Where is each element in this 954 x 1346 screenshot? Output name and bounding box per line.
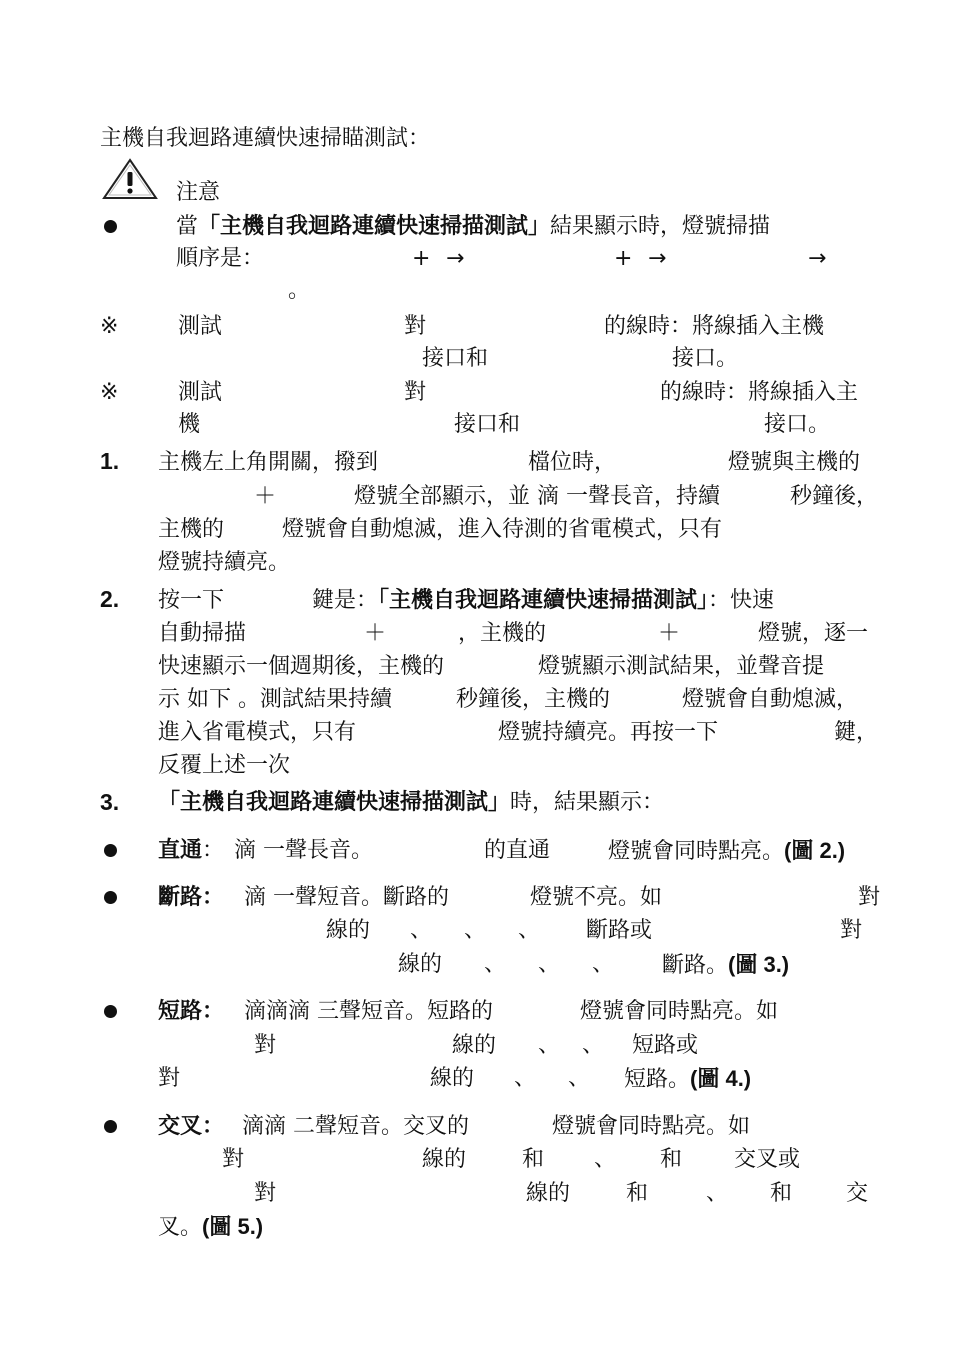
result-text: 對 <box>254 1033 277 1058</box>
result-text: 、 <box>538 1033 561 1058</box>
result-text: 斷路。(圖 3.) <box>662 952 790 978</box>
result-text: 交叉或 <box>734 1147 801 1172</box>
result-text: 燈號會同時點亮。(圖 2.) <box>608 838 846 864</box>
result-text: 對 <box>840 918 863 943</box>
result-text: 叉。(圖 5.) <box>158 1214 264 1240</box>
result-label: 短路： <box>158 999 225 1024</box>
result-text: 、 <box>538 952 561 977</box>
refnote-text: 接口和 <box>454 412 521 437</box>
result-text: 、 <box>514 1066 537 1091</box>
step1-text: 燈號與主機的 <box>728 450 861 475</box>
result-text: 、 <box>568 1066 591 1091</box>
step1-text: 檔位時， <box>528 450 617 475</box>
caution-label: 注意 <box>176 180 221 205</box>
result-text: 線的 <box>422 1147 467 1172</box>
step2-text: 燈號會自動熄滅， <box>682 687 859 712</box>
refnote-mark: ※ <box>100 314 119 339</box>
step2-text: 快速顯示一個週期後，主機的 <box>158 654 445 679</box>
result-text: 對 <box>158 1066 181 1091</box>
bullet-dot <box>104 220 117 233</box>
note-arrow-2: → <box>648 246 667 271</box>
result-text: 線的 <box>326 918 371 943</box>
step2-text: 秒鐘後，主機的 <box>456 687 611 712</box>
step2-text: 燈號顯示測試結果，並聲音提 <box>538 654 825 679</box>
note-line-1: 當「主機自我迴路連續快速掃描測試」結果顯示時，燈號掃描 <box>176 214 771 239</box>
note-plus-1: + <box>412 246 431 271</box>
refnote-text: 對 <box>404 380 427 405</box>
result-text: 滴 一聲長音。 <box>234 838 373 863</box>
refnote-mark: ※ <box>100 380 119 405</box>
step-number: 2. <box>100 586 120 612</box>
step1-text: 燈號持續亮。 <box>158 550 291 575</box>
result-label: 直通： <box>158 838 225 863</box>
result-text: 滴 一聲短音。斷路的 <box>244 885 449 910</box>
step2-text: 自動掃描 <box>158 621 247 646</box>
result-text: 、 <box>410 918 433 943</box>
warning-triangle-icon <box>100 156 160 202</box>
step2-text: 燈號持續亮。再按一下 <box>498 720 719 745</box>
step3-text: 「主機自我迴路連續快速掃描測試」時，結果顯示： <box>158 790 665 815</box>
result-text: 和 <box>522 1147 545 1172</box>
note-plus-2: + <box>614 246 633 271</box>
step-number: 1. <box>100 448 120 474</box>
step2-text: 按一下 <box>158 588 225 613</box>
bullet-dot <box>104 844 117 857</box>
result-text: 、 <box>464 918 487 943</box>
refnote-text: 的線時：將線插入主機 <box>604 314 825 339</box>
result-text: 、 <box>592 952 615 977</box>
result-text: 、 <box>484 952 507 977</box>
bullet-dot <box>104 891 117 904</box>
result-text: 對 <box>222 1147 245 1172</box>
step2-text: 進入省電模式，只有 <box>158 720 357 745</box>
result-text: 線的 <box>526 1181 571 1206</box>
step2-text: ＋ <box>658 621 681 646</box>
note-line-3: 。 <box>288 278 311 303</box>
result-text: 燈號會同時點亮。如 <box>552 1114 751 1139</box>
result-text: 燈號不亮。如 <box>530 885 663 910</box>
result-text: 和 <box>770 1181 793 1206</box>
step2-text: ，主機的 <box>458 621 547 646</box>
step1-text: ＋ <box>254 484 277 509</box>
bullet-dot <box>104 1120 117 1133</box>
note-line-2-label: 順序是： <box>176 246 265 271</box>
refnote-text: 測試 <box>178 380 223 405</box>
refnote-text: 的線時：將線插入主 <box>660 380 859 405</box>
result-text: 滴滴滴 三聲短音。短路的 <box>244 999 493 1024</box>
result-text: 短路。(圖 4.) <box>624 1066 752 1092</box>
step1-text: 主機的 <box>158 517 225 542</box>
result-text: 線的 <box>452 1033 497 1058</box>
step2-text: 燈號，逐一 <box>758 621 869 646</box>
step2-text: ＋ <box>364 621 387 646</box>
step1-text: 主機左上角開關，撥到 <box>158 450 379 475</box>
step2-text: 示 如下 。測試結果持續 <box>158 687 392 712</box>
result-text: 、 <box>518 918 541 943</box>
result-text: 燈號會同時點亮。如 <box>580 999 779 1024</box>
result-text: 線的 <box>398 952 443 977</box>
result-text: 、 <box>594 1147 617 1172</box>
result-text: 短路或 <box>632 1033 699 1058</box>
bullet-dot <box>104 1005 117 1018</box>
step-number: 3. <box>100 789 120 815</box>
result-text: 、 <box>706 1181 729 1206</box>
result-text: 滴滴 二聲短音。交叉的 <box>242 1114 469 1139</box>
refnote-text: 接口和 <box>422 346 489 371</box>
result-text: 線的 <box>430 1066 475 1091</box>
page-title: 主機自我迴路連續快速掃瞄測試： <box>100 126 431 151</box>
result-label: 交叉： <box>158 1114 225 1139</box>
note-arrow-3: → <box>808 246 827 271</box>
refnote-text: 接口。 <box>672 346 739 371</box>
refnote-text: 接口。 <box>764 412 831 437</box>
step2-text: 鍵， <box>834 720 879 745</box>
refnote-text: 測試 <box>178 314 223 339</box>
result-text: 斷路或 <box>586 918 653 943</box>
step2-text: 鍵是：「主機自我迴路連續快速掃描測試」：快速 <box>312 588 775 613</box>
result-text: 、 <box>582 1033 605 1058</box>
step2-text: 反覆上述一次 <box>158 753 291 778</box>
note-arrow-1: → <box>446 246 465 271</box>
step1-text: 秒鐘後， <box>790 484 879 509</box>
result-label: 斷路： <box>158 885 225 910</box>
step1-text: 燈號會自動熄滅，進入待測的省電模式，只有 <box>282 517 723 542</box>
result-text: 對 <box>254 1181 277 1206</box>
result-text: 和 <box>660 1147 683 1172</box>
step1-text: 燈號全部顯示，並 滴 一聲長音，持續 <box>354 484 720 509</box>
result-text: 的直通 <box>484 838 551 863</box>
result-text: 和 <box>626 1181 649 1206</box>
result-text: 交 <box>846 1181 869 1206</box>
refnote-text: 對 <box>404 314 427 339</box>
refnote-text: 機 <box>178 412 201 437</box>
result-text: 對 <box>858 885 881 910</box>
